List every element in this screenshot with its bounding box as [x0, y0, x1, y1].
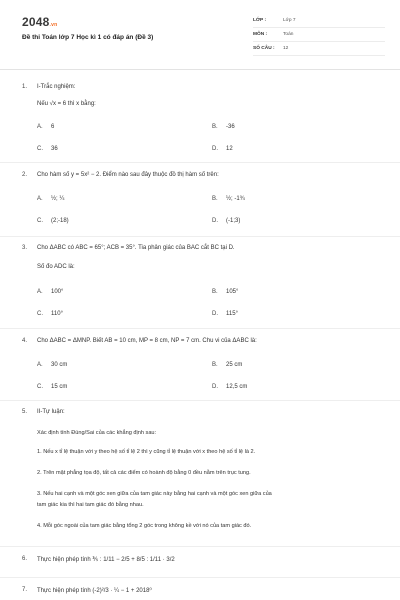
statement-3-cont: tam giác kia thì hai tam giác đó bằng nhau. [37, 502, 144, 508]
option-a[interactable] [37, 124, 54, 130]
question-text: II-Tự luận: [37, 409, 65, 415]
option-text: ½; ¼ [51, 196, 65, 202]
question-number: 2. [22, 172, 28, 178]
meta-value: Toán [283, 32, 294, 37]
question-text: Cho ΔABC = ΔMNP. Biết AB = 10 cm, MP = 8 cm, NP = 7 cm. Chu vi của ΔABC là: [37, 338, 257, 344]
option-letter: D. [212, 146, 218, 152]
logo[interactable] [22, 15, 57, 29]
meta-table [253, 14, 385, 56]
header [0, 0, 400, 70]
option-c[interactable] [37, 146, 58, 152]
question-number: 7. [22, 587, 28, 593]
option-letter: A. [37, 362, 43, 368]
question-number: 4. [22, 338, 28, 344]
option-b[interactable] [212, 196, 245, 202]
option-letter: B. [212, 124, 218, 130]
meta-value: Lớp 7 [283, 18, 296, 23]
question-text: Cho ΔABC có ABC = 65°; ACB = 35°. Tia phân giác của BAC cắt BC tại D. [37, 245, 235, 251]
option-letter: C. [37, 218, 43, 224]
statement-3: 3. Nếu hai cạnh và một góc xen giữa của tam giác này bằng hai cạnh và một góc xen giữa của [37, 491, 272, 497]
divider [0, 546, 400, 547]
option-letter: C. [37, 384, 43, 390]
option-a[interactable] [37, 362, 67, 368]
logo-suffix: .vn [49, 22, 58, 28]
question-text: I-Trắc nghiệm: [37, 84, 76, 90]
question-text: Thực hiện phép tính (-2)²/3 · ¼ − 1 + 2018⁰ [37, 588, 152, 594]
option-text: 15 cm [51, 384, 68, 390]
divider [0, 236, 400, 237]
option-letter: B. [212, 289, 218, 295]
option-text: -36 [226, 124, 235, 130]
option-letter: D. [212, 218, 218, 224]
divider [0, 162, 400, 163]
option-c[interactable] [37, 384, 67, 390]
option-text: 36 [51, 146, 58, 152]
option-text: 105° [226, 289, 239, 295]
option-b[interactable] [212, 289, 238, 295]
option-letter: A. [37, 196, 43, 202]
question-number: 5. [22, 409, 28, 415]
option-text: 12,5 cm [226, 384, 248, 390]
statement-1: 1. Nếu x tỉ lệ thuận với y theo hệ số tỉ lệ 2 thì y cũng tỉ lệ thuận với x theo hệ số tỉ lệ là 2. [37, 449, 256, 455]
meta-row-class [253, 14, 385, 28]
document-title: Đề thi Toán lớp 7 Học kì 1 có đáp án (Đề 3) [22, 34, 154, 41]
option-text: 110° [51, 311, 63, 317]
meta-label: SỐ CÂU : [253, 46, 275, 51]
option-d[interactable] [212, 218, 240, 224]
option-text: 115° [226, 311, 238, 317]
question-number: 3. [22, 245, 28, 251]
question-text: Thực hiện phép tính ⅗ : 1/11 − 2/5 + 8/5 : 1/11 · 3/2 [37, 557, 175, 563]
option-letter: B. [212, 362, 218, 368]
option-d[interactable] [212, 311, 238, 317]
question-text: Cho hàm số y = 5x² − 2. Điểm nào sau đây thuộc đồ thị hàm số trên: [37, 172, 219, 178]
meta-label: LỚP : [253, 18, 267, 23]
option-c[interactable] [37, 218, 69, 224]
question-number: 6. [22, 556, 28, 562]
option-text: 6 [51, 124, 55, 130]
question-subtext: Xác định tính Đúng/Sai của các khẳng định sau: [37, 430, 157, 436]
option-text: 100° [51, 289, 64, 295]
meta-value: 12 [283, 46, 289, 51]
statement-2: 2. Trên mặt phẳng tọa độ, tất cả các điểm có hoành độ bằng 0 đều nằm trên trục tung. [37, 470, 251, 476]
option-text: 25 cm [226, 362, 243, 368]
meta-label: MÔN : [253, 32, 268, 37]
option-text: 12 [226, 146, 233, 152]
question-subtext: Số đo ADC là: [37, 264, 75, 270]
option-a[interactable] [37, 196, 64, 202]
question-subtext: Nếu √x = 6 thì x bằng: [37, 101, 96, 107]
option-letter: C. [37, 146, 43, 152]
option-b[interactable] [212, 124, 235, 130]
option-letter: D. [212, 384, 218, 390]
meta-row-subject [253, 28, 385, 42]
option-letter: C. [37, 311, 43, 317]
option-a[interactable] [37, 289, 63, 295]
option-text: ½; -1¾ [226, 196, 245, 202]
meta-row-count [253, 42, 385, 56]
option-d[interactable] [212, 146, 233, 152]
option-c[interactable] [37, 311, 63, 317]
divider [0, 577, 400, 578]
logo-main: 2048 [22, 15, 50, 29]
divider [0, 400, 400, 401]
question-number: 1. [22, 84, 28, 90]
option-text: 30 cm [51, 362, 68, 368]
option-text: (2;-18) [51, 218, 69, 224]
divider [0, 328, 400, 329]
option-letter: A. [37, 289, 43, 295]
option-letter: B. [212, 196, 218, 202]
option-d[interactable] [212, 384, 247, 390]
option-text: (-1;3) [226, 218, 241, 224]
option-b[interactable] [212, 362, 242, 368]
option-letter: D. [212, 311, 218, 317]
statement-4: 4. Mỗi góc ngoài của tam giác bằng tổng 2 góc trong không kề với nó của tam giác đó. [37, 523, 252, 529]
option-letter: A. [37, 124, 43, 130]
